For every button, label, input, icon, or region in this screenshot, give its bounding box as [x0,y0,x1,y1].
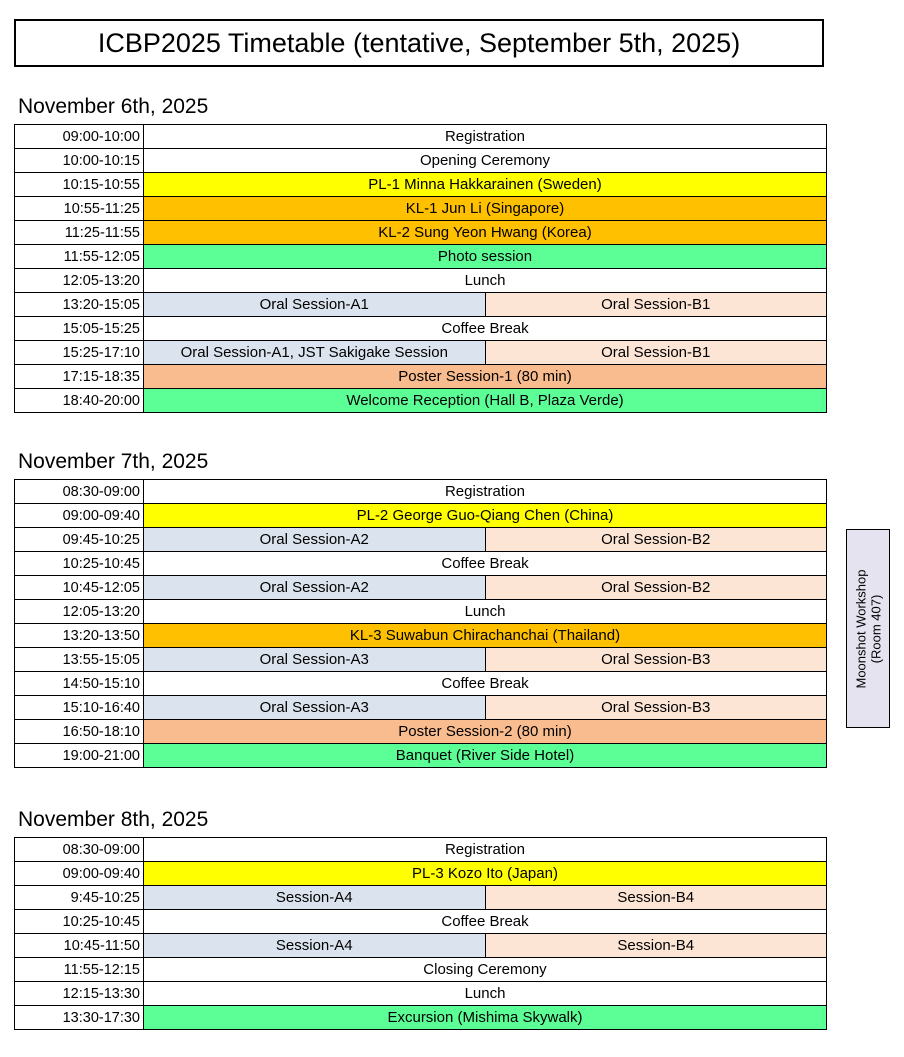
schedule-row [15,173,827,197]
time-slot: 15:10-16:40 [15,696,144,720]
schedule-row [15,480,827,504]
time-slot: 08:30-09:00 [15,480,144,504]
schedule-row [15,934,827,958]
track-a-cell: Oral Session-A3 [144,648,486,672]
event-cell: Opening Ceremony [144,149,827,173]
time-slot: 11:55-12:05 [15,245,144,269]
event-cell: Coffee Break [144,317,827,341]
schedule-row [15,269,827,293]
time-slot: 12:05-13:20 [15,600,144,624]
schedule-row [15,838,827,862]
time-slot: 14:50-15:10 [15,672,144,696]
time-slot: 15:05-15:25 [15,317,144,341]
time-slot: 9:45-10:25 [15,886,144,910]
time-slot: 08:30-09:00 [15,838,144,862]
schedule-row [15,365,827,389]
time-slot: 12:05-13:20 [15,269,144,293]
schedule-row [15,504,827,528]
schedule-row [15,886,827,910]
event-cell: Coffee Break [144,552,827,576]
event-cell: Closing Ceremony [144,958,827,982]
event-cell: Lunch [144,269,827,293]
moonshot-workshop-box [846,529,890,728]
track-b-cell: Oral Session-B2 [485,528,827,552]
time-slot: 09:00-10:00 [15,125,144,149]
schedule-row [15,125,827,149]
event-cell: Photo session [144,245,827,269]
schedule-row [15,982,827,1006]
day-heading-nov-8: November 8th, 2025 [18,808,209,831]
time-slot: 10:00-10:15 [15,149,144,173]
time-slot: 10:45-11:50 [15,934,144,958]
schedule-row [15,910,827,934]
event-cell: PL-2 George Guo-Qiang Chen (China) [144,504,827,528]
schedule-row [15,245,827,269]
schedule-row [15,317,827,341]
page-title-text: ICBP2025 Timetable (tentative, September 5th, 2025) [97,27,741,58]
timetable-nov-7 [14,479,827,768]
time-slot: 09:45-10:25 [15,528,144,552]
schedule-row [15,221,827,245]
timetable-nov-6 [14,124,827,413]
event-cell: KL-3 Suwabun Chirachanchai (Thailand) [144,624,827,648]
track-a-cell: Session-A4 [144,934,486,958]
event-cell: Registration [144,480,827,504]
track-b-cell: Oral Session-B1 [485,341,827,365]
track-a-cell: Oral Session-A2 [144,576,486,600]
schedule-row [15,552,827,576]
day-heading-nov-6: November 6th, 2025 [18,95,209,118]
track-a-cell: Oral Session-A2 [144,528,486,552]
event-cell: Poster Session-1 (80 min) [144,365,827,389]
event-cell: Coffee Break [144,910,827,934]
track-a-cell: Oral Session-A1, JST Sakigake Session [144,341,486,365]
schedule-row [15,197,827,221]
time-slot: 10:15-10:55 [15,173,144,197]
event-cell: Registration [144,838,827,862]
time-slot: 11:55-12:15 [15,958,144,982]
schedule-row [15,149,827,173]
track-b-cell: Oral Session-B3 [485,648,827,672]
time-slot: 16:50-18:10 [15,720,144,744]
event-cell: PL-1 Minna Hakkarainen (Sweden) [144,173,827,197]
moonshot-workshop-label: Moonshot Workshop [853,569,868,688]
event-cell: Banquet (River Side Hotel) [144,744,827,768]
event-cell: KL-1 Jun Li (Singapore) [144,197,827,221]
track-a-cell: Session-A4 [144,886,486,910]
time-slot: 13:20-15:05 [15,293,144,317]
event-cell: Welcome Reception (Hall B, Plaza Verde) [144,389,827,413]
schedule-row [15,720,827,744]
schedule-row [15,862,827,886]
schedule-row [15,624,827,648]
track-b-cell: Session-B4 [485,934,827,958]
page-title [14,19,824,67]
track-b-cell: Oral Session-B1 [485,293,827,317]
schedule-row [15,600,827,624]
schedule-row [15,648,827,672]
time-slot: 13:20-13:50 [15,624,144,648]
time-slot: 13:55-15:05 [15,648,144,672]
track-b-cell: Oral Session-B3 [485,696,827,720]
schedule-row [15,1006,827,1030]
time-slot: 10:25-10:45 [15,552,144,576]
time-slot: 09:00-09:40 [15,504,144,528]
time-slot: 10:55-11:25 [15,197,144,221]
event-cell: PL-3 Kozo Ito (Japan) [144,862,827,886]
schedule-row [15,341,827,365]
event-cell: Lunch [144,982,827,1006]
schedule-row [15,696,827,720]
schedule-row [15,576,827,600]
time-slot: 10:25-10:45 [15,910,144,934]
event-cell: Excursion (Mishima Skywalk) [144,1006,827,1030]
time-slot: 11:25-11:55 [15,221,144,245]
time-slot: 09:00-09:40 [15,862,144,886]
time-slot: 12:15-13:30 [15,982,144,1006]
track-a-cell: Oral Session-A1 [144,293,486,317]
schedule-row [15,672,827,696]
timetable-nov-8 [14,837,827,1030]
time-slot: 13:30-17:30 [15,1006,144,1030]
event-cell: Lunch [144,600,827,624]
track-b-cell: Oral Session-B2 [485,576,827,600]
event-cell: Poster Session-2 (80 min) [144,720,827,744]
time-slot: 19:00-21:00 [15,744,144,768]
time-slot: 17:15-18:35 [15,365,144,389]
event-cell: KL-2 Sung Yeon Hwang (Korea) [144,221,827,245]
schedule-row [15,958,827,982]
schedule-row [15,293,827,317]
track-b-cell: Session-B4 [485,886,827,910]
schedule-row [15,528,827,552]
track-a-cell: Oral Session-A3 [144,696,486,720]
day-heading-nov-7: November 7th, 2025 [18,450,209,473]
time-slot: 15:25-17:10 [15,341,144,365]
time-slot: 10:45-12:05 [15,576,144,600]
event-cell: Registration [144,125,827,149]
schedule-row [15,389,827,413]
time-slot: 18:40-20:00 [15,389,144,413]
moonshot-workshop-room: (Room 407) [868,594,883,663]
event-cell: Coffee Break [144,672,827,696]
schedule-row [15,744,827,768]
